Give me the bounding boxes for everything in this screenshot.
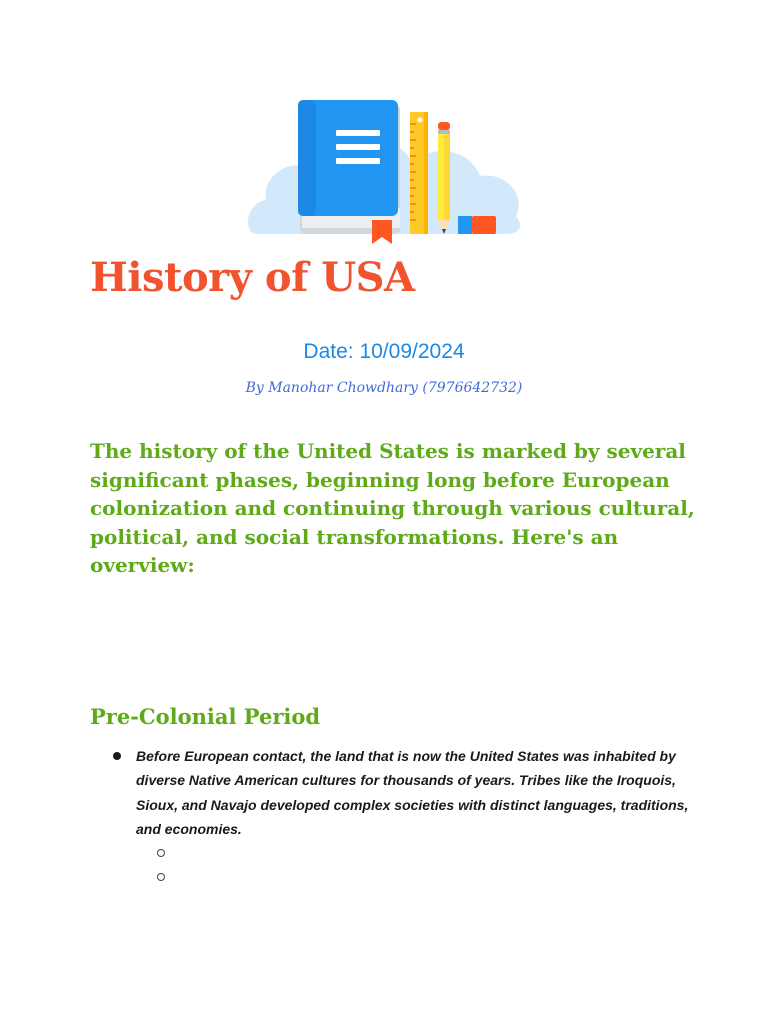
- ruler-icon: [410, 112, 428, 234]
- document-date: Date: 10/09/2024: [303, 340, 465, 363]
- header-illustration: [244, 86, 524, 246]
- eraser-icon: [458, 216, 496, 234]
- bullet-list: [110, 744, 700, 841]
- pencil-icon: [438, 122, 450, 234]
- intro-paragraph: The history of the United States is marked by several significant phases, beginning long before European colonization and continuing through various cultural, political, and social transformations. Here's an overview:: [90, 439, 695, 577]
- document-author: By Manohar Chowdhary (7976642732): [245, 380, 523, 396]
- bookmark-icon: [372, 220, 392, 244]
- hollow-bullet-icon: [157, 849, 165, 857]
- bullet-icon: [113, 752, 121, 760]
- list-item: [110, 744, 700, 841]
- list-item-text: Before European contact, the land that is now the United States was inhabited by diverse Native American cultures for thousands of years. Tribes like the Iroquois, Sioux, and Navajo developed complex societies with distinct languages, traditions, and economies.: [136, 748, 689, 837]
- section-heading-pre-colonial: Pre-Colonial Period: [90, 704, 321, 729]
- book-icon: [298, 100, 400, 234]
- hollow-bullet-icon: [157, 873, 165, 881]
- document-title: History of USA: [90, 254, 415, 301]
